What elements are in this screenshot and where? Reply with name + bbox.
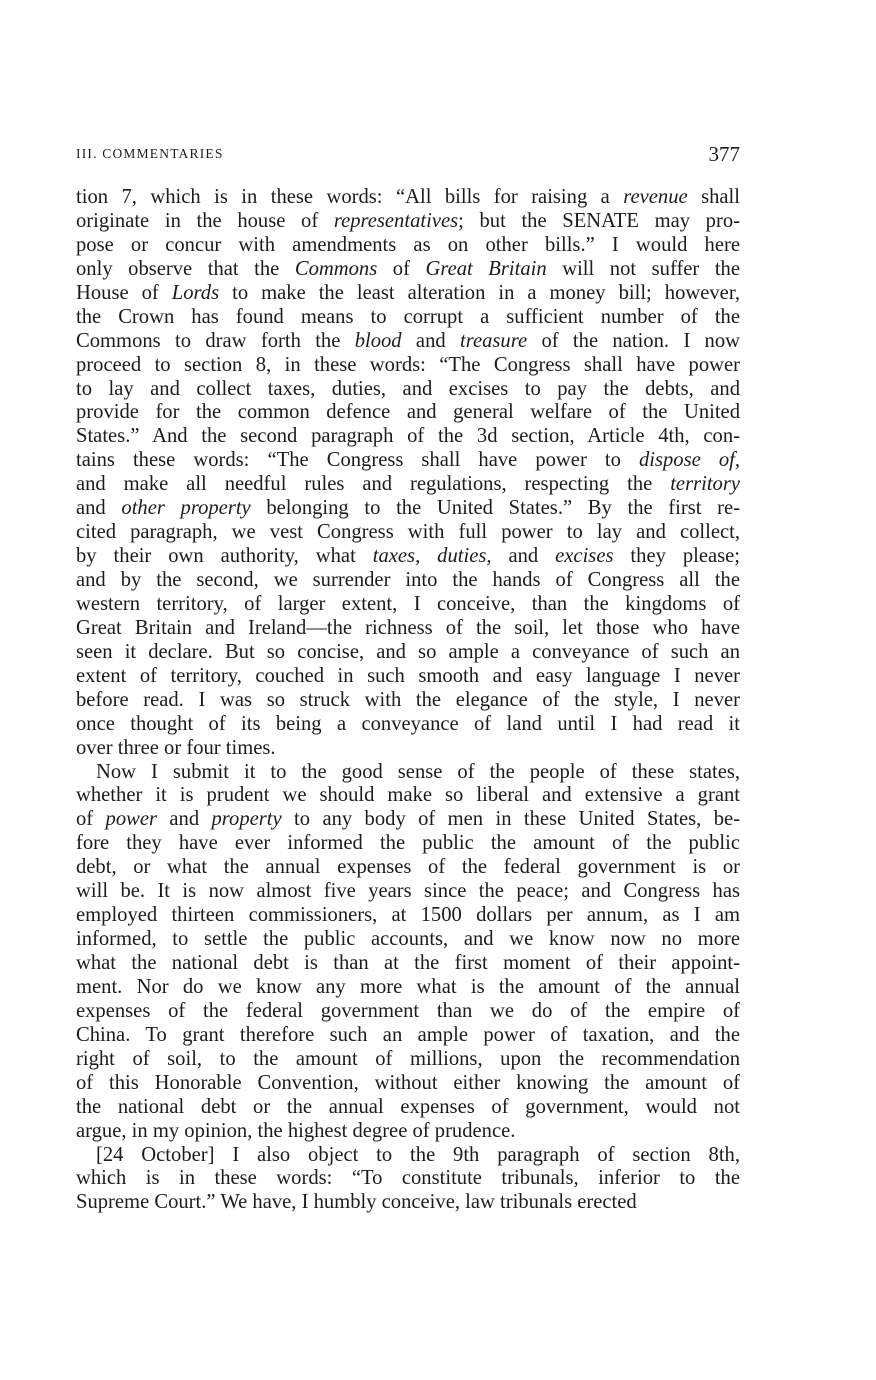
text-line: [76, 1072, 740, 1096]
text-run: tion 7, which is in these words: “All bills for raising a: [76, 186, 624, 208]
text-run: and make all needful rules and regulations, respecting the: [76, 473, 671, 496]
text-run: to any body of men in these United States, be-: [281, 808, 740, 831]
text-run: the Crown has found means to corrupt a sufficient number of the: [76, 305, 740, 328]
text-line: [76, 545, 740, 569]
text-line: [76, 497, 740, 521]
text-run: and: [401, 329, 460, 352]
text-line: [76, 665, 740, 689]
text-run: before read. I was so struck with the elegance of the style, I never: [76, 688, 740, 711]
text-line: [76, 713, 740, 737]
text-run: [24 October] I also object to the 9th paragraph of section 8th,: [96, 1143, 740, 1166]
text-line: [76, 330, 740, 354]
text-line: [76, 1024, 740, 1048]
text-run: cited paragraph, we vest Congress with full power to lay and collect,: [76, 521, 740, 544]
text-run: tains these words: “The Congress shall have power to: [76, 449, 639, 472]
section-title: III. COMMENTARIES: [76, 146, 224, 161]
text-run: western territory, of larger extent, I conceive, than the kingdoms of: [76, 592, 740, 615]
text-line: [76, 641, 740, 665]
text-run: pose or concur with amendments as on other bills.” I would here: [76, 233, 740, 256]
text-run: the national debt or the annual expenses of government, would not: [76, 1095, 740, 1118]
text-line: [76, 1191, 740, 1215]
text-run: to make the least alteration in a money bill; however,: [219, 281, 740, 304]
text-run: House of: [76, 281, 172, 304]
text-line: [76, 354, 740, 378]
text-run: once thought of its being a conveyance of land until I had read it: [76, 712, 740, 735]
italic-text: power: [105, 808, 158, 831]
text-line: [76, 186, 740, 210]
text-run: and by the second, we surrender into the hands of Congress all the: [76, 569, 740, 591]
text-run: extent of territory, couched in such smooth and easy language I never: [76, 664, 740, 687]
page-number: 377: [708, 142, 740, 166]
text-run: of: [76, 808, 106, 831]
text-run: over three or four times.: [76, 736, 276, 759]
text-line: [76, 1144, 740, 1168]
text-line: [76, 210, 740, 234]
text-run: of this Honorable Convention, without either knowing the amount of: [76, 1071, 740, 1094]
text-run: expenses of the federal government than we do of the empire of: [76, 999, 740, 1022]
text-line: [76, 282, 740, 306]
text-run: States.” And the second paragraph of the 3d section, Article 4th, con-: [76, 425, 740, 448]
text-run: proceed to section 8, in these words: “The Congress shall have power: [76, 353, 740, 376]
text-line: [76, 784, 740, 808]
text-run: of: [377, 257, 426, 280]
text-run: ; but the SENATE may pro-: [458, 209, 740, 232]
text-line: [76, 856, 740, 880]
text-line: [76, 473, 740, 497]
text-line: [76, 425, 740, 449]
text-run: to lay and collect taxes, duties, and excises to pay the debts, and: [76, 377, 740, 400]
text-run: China. To grant therefore such an ample power of taxation, and the: [76, 1023, 740, 1046]
text-run: belonging to the United States.” By the first re-: [250, 497, 740, 520]
text-line: [76, 234, 740, 258]
text-line: [76, 880, 740, 904]
text-line: [76, 1120, 740, 1144]
text-line: [76, 378, 740, 402]
text-line: [76, 617, 740, 641]
running-head: [76, 142, 740, 172]
italic-text: territory: [670, 473, 740, 496]
text-line: [76, 808, 740, 832]
text-run: and: [157, 808, 212, 831]
italic-text: dispose of,: [638, 449, 740, 472]
text-run: fore they have ever informed the public the amount of the public: [76, 832, 740, 855]
text-line: [76, 569, 740, 593]
italic-text: treasure: [460, 329, 528, 352]
italic-text: taxes, duties,: [372, 545, 492, 568]
text-run: Now I submit it to the good sense of the people of these states,: [96, 760, 740, 783]
text-line: [76, 1048, 740, 1072]
text-run: whether it is prudent we should make so liberal and extensive a grant: [76, 784, 740, 807]
text-line: [76, 1096, 740, 1120]
text-line: [76, 761, 740, 785]
text-line: [76, 258, 740, 282]
text-line: [76, 521, 740, 545]
italic-text: Lords: [171, 281, 220, 304]
italic-text: representatives: [333, 209, 459, 232]
text-line: [76, 928, 740, 952]
italic-text: excises: [555, 545, 614, 568]
text-run: will not suffer the: [546, 257, 740, 280]
text-run: by their own authority, what: [76, 545, 373, 568]
text-run: argue, in my opinion, the highest degree of prudence.: [76, 1119, 516, 1142]
text-line: [76, 1167, 740, 1191]
text-line: [76, 952, 740, 976]
text-run: originate in the house of: [76, 209, 334, 232]
text-run: ment. Nor do we know any more what is the amount of the annual: [76, 975, 740, 998]
italic-text: blood: [354, 329, 402, 352]
text-run: of the nation. I now: [527, 329, 740, 352]
text-run: will be. It is now almost five years since the peace; and Congress has: [76, 880, 740, 903]
text-run: debt, or what the annual expenses of the federal government is or: [76, 856, 740, 879]
text-run: right of soil, to the amount of millions, upon the recommendation: [76, 1047, 740, 1070]
text-line: [76, 593, 740, 617]
italic-text: Commons: [294, 257, 378, 280]
text-line: [76, 306, 740, 330]
text-line: [76, 737, 740, 761]
text-run: seen it declare. But so concise, and so ample a conveyance of such an: [76, 640, 740, 663]
italic-text: property: [211, 808, 282, 831]
text-line: [76, 832, 740, 856]
italic-text: revenue: [623, 186, 688, 208]
text-run: what the national debt is than at the first moment of their appoint-: [76, 952, 740, 974]
italic-text: Great Britain: [425, 257, 547, 280]
text-run: and: [76, 497, 122, 520]
italic-text: other property: [121, 497, 251, 520]
text-run: they please;: [613, 545, 740, 568]
text-line: [76, 976, 740, 1000]
text-run: only observe that the: [76, 257, 295, 280]
body-text: [76, 186, 740, 1215]
text-run: Great Britain and Ireland—the richness of the soil, let those who have: [76, 616, 740, 639]
text-line: [76, 449, 740, 473]
text-line: [76, 1000, 740, 1024]
text-run: Supreme Court.” We have, I humbly conceive, law tribunals erected: [76, 1191, 637, 1214]
text-run: which is in these words: “To constitute tribunals, inferior to the: [76, 1167, 740, 1190]
text-run: provide for the common defence and general welfare of the United: [76, 401, 740, 424]
text-line: [76, 401, 740, 425]
text-run: employed thirteen commissioners, at 1500 dollars per annum, as I am: [76, 904, 740, 927]
text-run: and: [491, 545, 556, 568]
text-line: [76, 689, 740, 713]
text-run: Commons to draw forth the: [76, 329, 355, 352]
text-run: informed, to settle the public accounts, and we know now no more: [76, 928, 740, 951]
text-line: [76, 904, 740, 928]
text-run: shall: [687, 186, 740, 208]
